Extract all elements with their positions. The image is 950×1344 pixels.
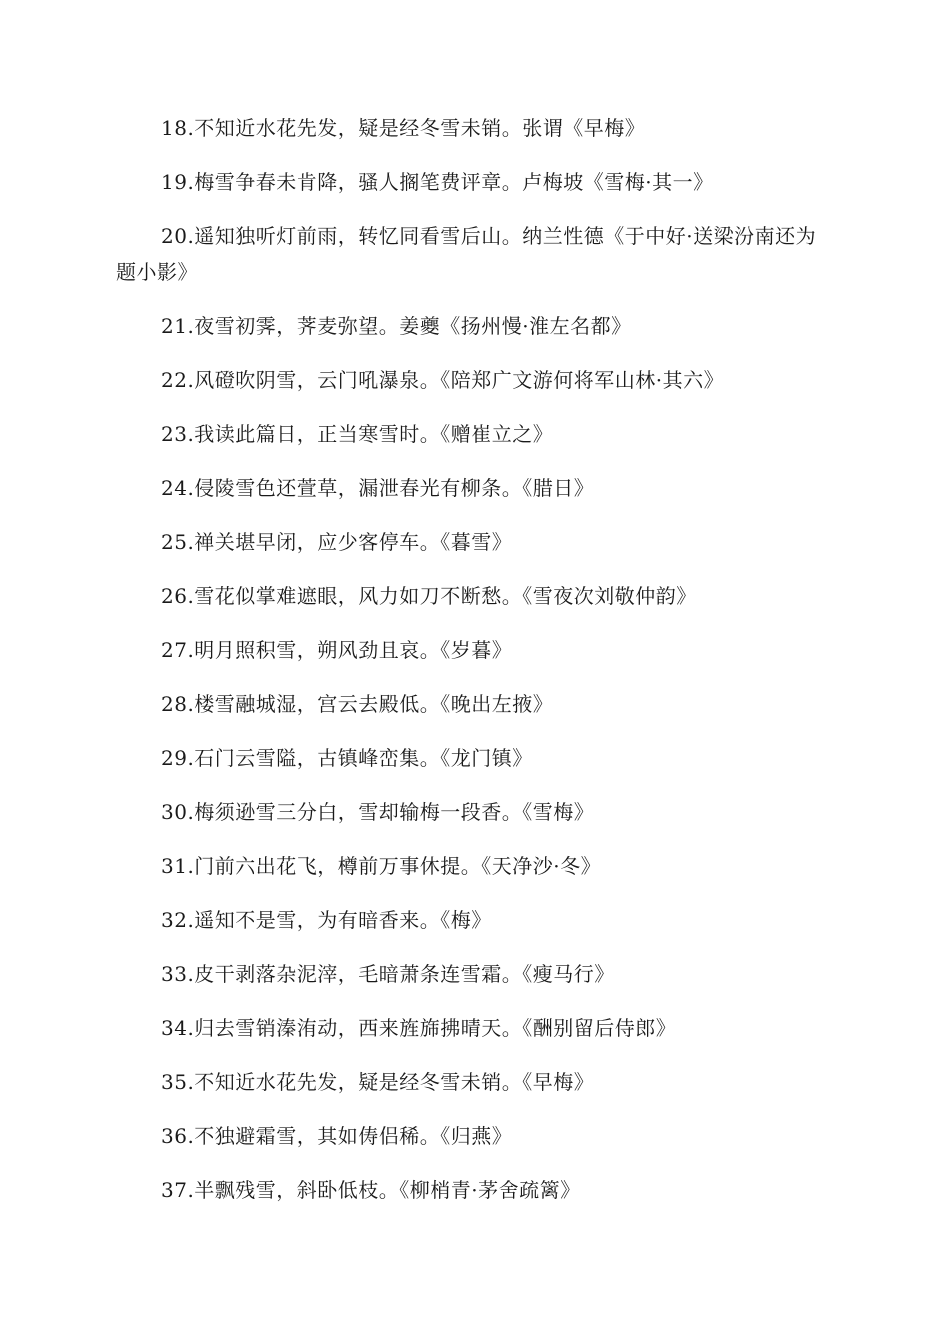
poem-line-list <box>116 110 836 1226</box>
poem-line-27: 27.明月照积雪，朔风劲且哀。《岁暮》 <box>161 638 513 662</box>
poem-line-28: 28.楼雪融城湿，宫云去殿低。《晚出左掖》 <box>161 692 554 716</box>
poem-line-19: 19.梅雪争春未肯降，骚人搁笔费评章。卢梅坡《雪梅·其一》 <box>161 170 714 194</box>
poem-line-37: 37.半飘残雪，斜卧低枝。《柳梢青·茅舍疏篱》 <box>161 1178 581 1202</box>
poem-line-36: 36.不独避霜雪，其如俦侣稀。《归燕》 <box>161 1124 513 1148</box>
poem-line-24: 24.侵陵雪色还萱草，漏泄春光有柳条。《腊日》 <box>161 476 595 500</box>
poem-line-32: 32.遥知不是雪，为有暗香来。《梅》 <box>161 908 492 932</box>
poem-line-23: 23.我读此篇日，正当寒雪时。《赠崔立之》 <box>161 422 554 446</box>
poem-line-18: 18.不知近水花先发，疑是经冬雪未销。张谓《早梅》 <box>161 116 646 140</box>
poem-line-30: 30.梅须逊雪三分白，雪却输梅一段香。《雪梅》 <box>161 800 595 824</box>
poem-line-25: 25.禅关堪早闭，应少客停车。《暮雪》 <box>161 530 513 554</box>
poem-line-33: 33.皮干剥落杂泥滓，毛暗萧条连雪霜。《瘦马行》 <box>161 962 615 986</box>
poem-line-20: 20.遥知独听灯前雨，转忆同看雪后山。纳兰性德《于中好·送梁汾南还为题小影》 <box>116 224 817 284</box>
poem-line-35: 35.不知近水花先发，疑是经冬雪未销。《早梅》 <box>161 1070 595 1094</box>
poem-line-21: 21.夜雪初霁，荠麦弥望。姜夔《扬州慢·淮左名都》 <box>161 314 632 338</box>
poem-line-31: 31.门前六出花飞，樽前万事休提。《天净沙·冬》 <box>161 854 602 878</box>
poem-line-34: 34.归去雪销溱洧动，西来旌旆拂晴天。《酬别留后侍郎》 <box>161 1016 677 1040</box>
poem-line-22: 22.风磴吹阴雪，云门吼瀑泉。《陪郑广文游何将军山林·其六》 <box>161 368 725 392</box>
poem-line-26: 26.雪花似掌难遮眼，风力如刀不断愁。《雪夜次刘敬仲韵》 <box>161 584 697 608</box>
poem-line-29: 29.石门云雪隘，古镇峰峦集。《龙门镇》 <box>161 746 533 770</box>
